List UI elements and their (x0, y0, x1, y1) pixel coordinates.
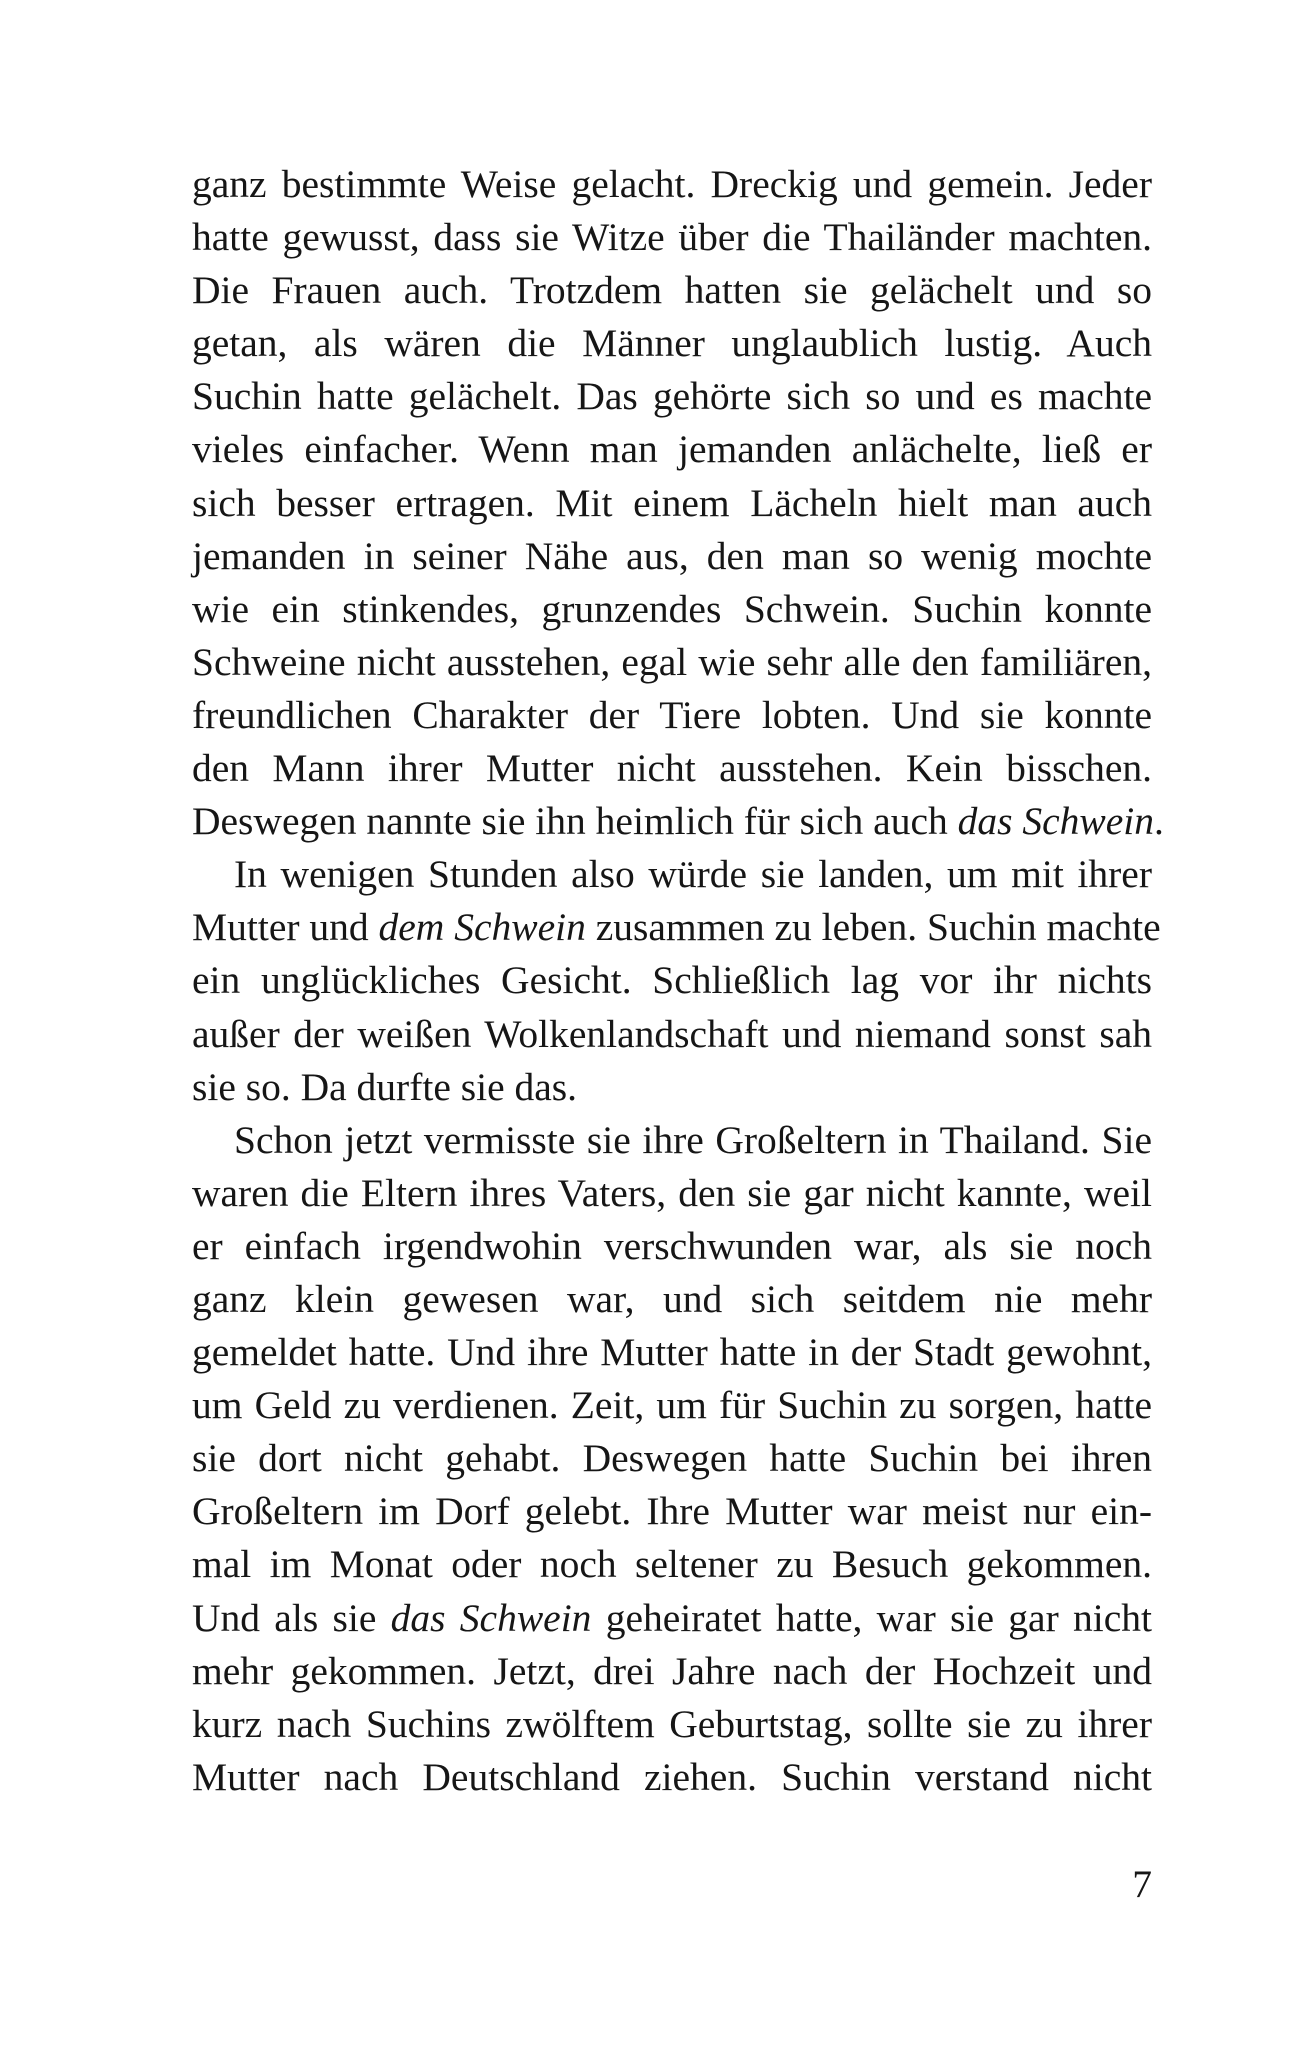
text-line (192, 264, 1152, 317)
text-line (192, 954, 1152, 1007)
text-segment: freundlichen Charakter der Tiere lobten. Und sie konnte (192, 692, 1152, 737)
text-segment: vieles einfacher. Wenn man jemanden anlächelte, ließ er (192, 427, 1152, 472)
text-segment: . (1154, 799, 1164, 844)
text-segment: Suchin hatte gelächelt. Das gehörte sich so und es machte (192, 374, 1152, 419)
text-segment: außer der weißen Wolkenlandschaft und niemand sonst sah (192, 1011, 1152, 1056)
text-line (192, 742, 1152, 795)
text-segment: er einfach irgendwohin verschwunden war, als sie noch (192, 1223, 1152, 1268)
text-line (192, 1167, 1152, 1220)
text-line (192, 848, 1152, 901)
text-segment: Und als sie (192, 1595, 391, 1640)
text-line (192, 1379, 1152, 1432)
text-segment: getan, als wären die Männer unglaublich lustig. Auch (192, 321, 1152, 366)
text-line (192, 1220, 1152, 1273)
text-segment: jemanden in seiner Nähe aus, den man so wenig mochte (192, 533, 1152, 578)
text-segment: waren die Eltern ihres Vaters, den sie gar nicht kannte, weil (192, 1170, 1152, 1215)
text-segment: ein unglückliches Gesicht. Schließlich lag vor ihr nichts (192, 958, 1152, 1003)
text-segment: hatte gewusst, dass sie Witze über die Thailänder machten. (192, 215, 1152, 260)
text-line (192, 1273, 1152, 1326)
text-segment: Großeltern im Dorf gelebt. Ihre Mutter war meist nur ein- (192, 1489, 1152, 1534)
text-line (192, 1485, 1152, 1538)
text-line (192, 583, 1152, 636)
text-line (192, 1432, 1152, 1485)
text-line (192, 1326, 1152, 1379)
page-number: 7 (1132, 1862, 1152, 1906)
text-line (192, 1645, 1152, 1698)
text-segment: ganz bestimmte Weise gelacht. Dreckig und gemein. Jeder (192, 162, 1152, 206)
text-line (192, 1061, 1152, 1114)
text-line (192, 477, 1152, 530)
text-line (192, 211, 1152, 264)
text-line (192, 423, 1152, 476)
text-segment: mehr gekommen. Jetzt, drei Jahre nach der Hochzeit und (192, 1648, 1152, 1693)
text-line (192, 1114, 1152, 1167)
italic-text: dem Schwein (378, 905, 586, 950)
text-line (192, 1698, 1152, 1751)
text-line (192, 795, 1164, 848)
text-segment: geheiratet hatte, war sie gar nicht (591, 1595, 1152, 1640)
text-segment: Deswegen nannte sie ihn heimlich für sich auch (192, 799, 958, 844)
text-segment: wie ein stinkendes, grunzendes Schwein. Suchin konnte (192, 586, 1152, 631)
text-segment: gemeldet hatte. Und ihre Mutter hatte in der Stadt gewohnt, (192, 1330, 1152, 1375)
text-line (192, 636, 1152, 689)
text-line (192, 370, 1152, 423)
text-segment: Mutter und (192, 905, 379, 950)
text-segment: mal im Monat oder noch seltener zu Besuch gekommen. (192, 1542, 1152, 1587)
text-segment: Mutter nach Deutschland ziehen. Suchin verstand nicht (192, 1754, 1152, 1799)
text-segment: sie so. Da durfte sie das. (192, 1064, 578, 1109)
text-line (192, 1538, 1152, 1591)
text-line (192, 158, 1152, 211)
text-segment: In wenigen Stunden also würde sie landen, um mit ihrer (234, 852, 1152, 897)
text-line (192, 530, 1152, 583)
text-line (192, 1592, 1152, 1645)
text-segment: Schon jetzt vermisste sie ihre Großeltern in Thailand. Sie (234, 1117, 1152, 1162)
italic-text: das Schwein (957, 799, 1155, 844)
body-text (192, 158, 1164, 1804)
text-segment: den Mann ihrer Mutter nicht ausstehen. Kein bisschen. (192, 746, 1152, 791)
text-line (192, 689, 1152, 742)
text-line (192, 1751, 1152, 1804)
text-segment: ganz klein gewesen war, und sich seitdem nie mehr (192, 1276, 1152, 1321)
text-line (192, 317, 1152, 370)
text-segment: um Geld zu verdienen. Zeit, um für Suchin zu sorgen, hatte (192, 1383, 1152, 1428)
text-line (192, 901, 1161, 954)
text-segment: Die Frauen auch. Trotzdem hatten sie gelächelt und so (192, 268, 1152, 313)
text-segment: sich besser ertragen. Mit einem Lächeln hielt man auch (192, 480, 1152, 525)
italic-text: das Schwein (390, 1595, 592, 1640)
text-line (192, 1008, 1152, 1061)
text-segment: sie dort nicht gehabt. Deswegen hatte Suchin bei ihren (192, 1436, 1152, 1481)
text-segment: kurz nach Suchins zwölftem Geburtstag, sollte sie zu ihrer (192, 1701, 1152, 1746)
text-segment: Schweine nicht ausstehen, egal wie sehr alle den familiären, (192, 639, 1152, 684)
text-segment: zusammen zu leben. Suchin machte (585, 905, 1161, 950)
